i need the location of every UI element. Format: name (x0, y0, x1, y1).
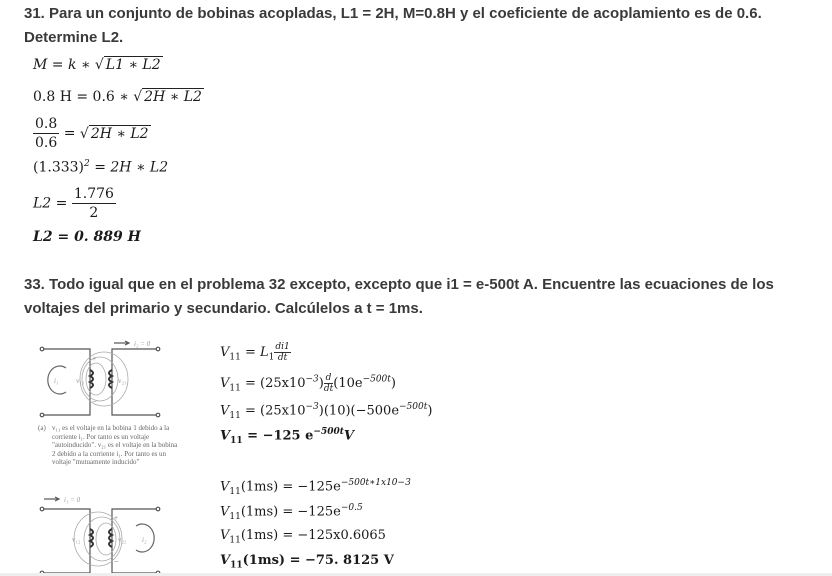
term: ) (427, 403, 433, 419)
fraction (33, 115, 59, 152)
eq-v11-at-1ms (220, 478, 411, 497)
exponent: −500t (362, 374, 391, 385)
denominator: dt (323, 384, 334, 394)
label-i1-zero: i₁ = 0 (64, 496, 81, 504)
eq-l2-result: L2 = 0. 889 H (33, 229, 141, 245)
term: = −125 e (242, 428, 314, 444)
exponent: −3 (305, 374, 319, 385)
radicand: 2H ∗ L2 (144, 89, 202, 105)
eq-v11-definition (220, 342, 291, 363)
eq-v11-derivative (220, 373, 396, 394)
figure-caption (38, 424, 178, 467)
term: (1ms) = −125x0.6065 (240, 528, 386, 543)
var: V (220, 403, 230, 419)
term: ) (318, 376, 324, 391)
numerator: 0.8 (35, 116, 58, 132)
exponent: 2 (84, 159, 90, 169)
eq-v11-result (220, 427, 354, 446)
eq-l2-fraction (33, 185, 116, 222)
exponent: −3 (305, 402, 319, 412)
label-v22: v₂₂ (118, 536, 127, 544)
eq-mutual-inductance (33, 57, 163, 73)
term: (10e (333, 376, 363, 391)
eq-v11-expanded (220, 402, 432, 421)
numerator: d (325, 373, 332, 383)
equals: = (59, 125, 80, 142)
var: V (220, 376, 230, 391)
subscript: 11 (229, 486, 241, 497)
label-v21: v₂₁ (118, 377, 127, 385)
eq-lhs: 0.8 H = 0.6 ∗ (33, 89, 134, 105)
base: (1.333) (33, 159, 85, 176)
numerator: di1 (275, 342, 290, 352)
caption-text: v₁₁ es el voltaje en la bobina 1 debido a la corriente i₁. Por tanto es un voltaje "autoinducido". v₂₁ es el voltaje en la bobina 2 debido a la corriente i₁. Por tanto es un voltaje "mutuamente inducido" (52, 424, 178, 466)
sqrt: √ 2H ∗ L2 (133, 89, 202, 105)
subscript: 11 (229, 511, 241, 522)
radicand: 2H ∗ L2 (90, 125, 149, 142)
fraction (72, 185, 116, 222)
eq-lhs: M = k ∗ (33, 57, 95, 73)
var: V (220, 345, 230, 360)
subscript: 11 (229, 535, 241, 546)
term: ) (390, 376, 396, 391)
problem-31-statement: 31. Para un conjunto de bobinas acopladas, L1 = 2H, M=0.8H y el coeficiente de acoplamiento es de 0.6. Determine L2. (24, 5, 762, 46)
denominator: 0.6 (35, 135, 58, 151)
plus-sign: + (114, 515, 119, 522)
eq-v11-final (220, 553, 394, 571)
label-v11: v₁₁ (76, 377, 85, 385)
term: (1ms) = −125e (240, 504, 341, 520)
var: V (220, 428, 231, 444)
subscript: 1 (268, 352, 275, 363)
coupled-coils-diagram-a (30, 340, 170, 424)
unit: V (343, 428, 354, 444)
var: V (220, 479, 230, 495)
exponent: −500t (313, 427, 344, 437)
term: = (25x10 (240, 403, 306, 419)
label-v12: v₁₂ (72, 536, 81, 544)
minus-sign: − (114, 557, 119, 566)
eq-squared (33, 159, 168, 176)
denominator: 2 (89, 205, 99, 221)
exponent: −500t (399, 402, 428, 412)
subscript: 11 (229, 410, 241, 421)
term: (1ms) = −75. 8125 V (242, 553, 394, 568)
caption-tag: (a) (38, 424, 46, 432)
exponent: −500t∗1x10−3 (340, 478, 411, 488)
eq-v11-product (220, 528, 386, 546)
var: V (220, 553, 231, 568)
fraction (274, 342, 290, 363)
eq-mid: = L (240, 345, 269, 360)
plus-sign: + (92, 356, 97, 363)
coupled-coils-diagram-b (30, 494, 170, 576)
label-i2-zero: i₂ = 0 (134, 340, 151, 348)
term: = (25x10 (240, 376, 306, 391)
exponent: −0.5 (340, 503, 363, 513)
denominator: dt (277, 353, 288, 363)
subscript: 11 (229, 352, 241, 363)
eq-ratio (33, 115, 151, 152)
problem-33-statement: 33. Todo igual que en el problema 32 excepto, excepto que i1 = e-500t A. Encuentre las ecuaciones de los voltajes del primario y secundario. Calcúlelos a t = 1ms. (24, 276, 774, 317)
subscript: 11 (229, 383, 241, 394)
var: V (220, 528, 230, 543)
subscript: 11 (230, 560, 243, 571)
subscript: 11 (230, 435, 243, 446)
sqrt: √ 2H ∗ L2 (79, 125, 149, 142)
label-i1: i₁ (54, 377, 59, 385)
minus-sign: − (92, 397, 97, 406)
fraction (324, 373, 333, 394)
var: V (220, 504, 230, 520)
eq-v11-exp-value (220, 503, 363, 522)
eq-lhs: L2 = (33, 195, 72, 212)
eq-rest: = 2H ∗ L2 (89, 159, 169, 176)
eq-substitution (33, 89, 204, 105)
numerator: 1.776 (73, 186, 114, 202)
term: )(10)(−500e (318, 403, 400, 419)
label-i2: i₂ (142, 536, 147, 544)
sqrt: √ L1 ∗ L2 (94, 57, 161, 73)
radicand: L1 ∗ L2 (105, 57, 161, 73)
term: (1ms) = −125e (240, 479, 341, 495)
